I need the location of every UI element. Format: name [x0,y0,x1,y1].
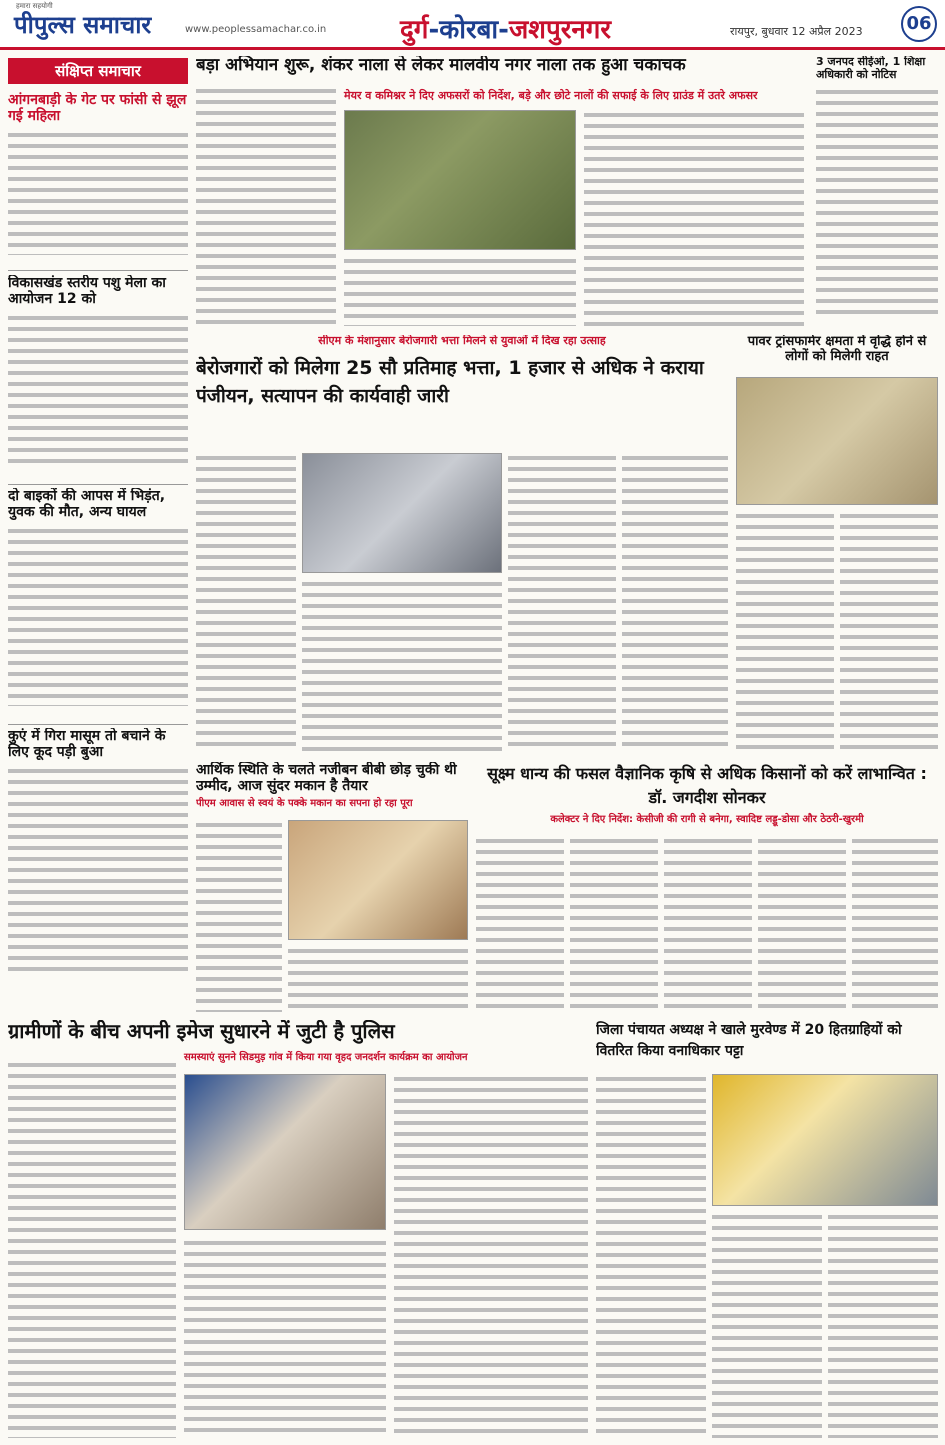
housing-headline[interactable]: आर्थिक स्थिति के चलते नजीबन बीबी छोड़ चुकी थी उम्मीद, आज सुंदर मकान है तैयार [196,762,457,795]
article-body [302,579,502,753]
article-body [828,1212,938,1438]
article-body [840,511,938,753]
divider [8,270,188,271]
article-body [394,1074,588,1438]
article-body [8,130,188,255]
logo-tagline: हमारा सहयोगी [16,2,53,10]
article-body [712,1212,822,1438]
brief-headline[interactable]: कुएं में गिरा मासूम तो बचाने के लिए कूद पड़ी बुआ [8,728,166,761]
unemployment-headline[interactable]: बेरोजगारों को मिलेगा 25 सौ प्रतिमाह भत्ता, 1 हजार से अधिक ने कराया पंजीयन, सत्यापन की कार्यवाही जारी [196,356,704,408]
notice-story[interactable] [816,56,938,331]
brief-headline[interactable]: दो बाइकों की आपस में भिड़ंत, युवक की मौत, अन्य घायल [8,488,166,521]
article-body [288,946,468,1012]
edition-title: दुर्ग-कोरबा-जशपुरनगर [400,15,612,45]
edition-city-1: दुर्ग [400,15,429,45]
article-body [852,836,938,1012]
article-body [8,766,188,976]
edition-city-3: जशपुरनगर [508,15,612,45]
housing-story[interactable] [196,762,468,1014]
panchayat-story[interactable] [596,1020,938,1440]
article-body [8,526,188,706]
article-body [8,313,188,463]
brief-item-2[interactable] [8,275,188,480]
article-body [570,836,658,1012]
article-body [344,256,576,326]
article-body [736,511,834,753]
drain-headline[interactable]: बड़ा अभियान शुरू, शंकर नाला से लेकर मालवीय नगर नाला तक हुआ चकाचक [196,56,686,75]
notice-headline[interactable]: 3 जनपद सीईओ, 1 शिक्षा अधिकारी को नोटिस [816,56,926,81]
edition-city-2: कोरबा [439,15,499,45]
article-body [596,1074,706,1438]
police-story[interactable] [8,1020,588,1440]
page-number: 06 [901,6,937,42]
article-body [758,836,846,1012]
article-body [196,86,336,326]
newspaper-logo[interactable]: पीपुल्स समाचार [14,10,152,39]
drain-subhead: मेयर व कमिश्नर ने दिए अफसरों को निर्देश, बड़े और छोटे नालों की सफाई के लिए ग्राउंड में उतरे अफसर [344,89,758,102]
transformer-photo [736,377,938,505]
brief-headline[interactable]: आंगनबाड़ी के गेट पर फांसी से झूल गई महिला [8,92,187,125]
drain-story[interactable] [196,56,808,331]
article-body [196,453,296,753]
article-body [664,836,752,1012]
house-photo [288,820,468,940]
article-body [508,453,616,753]
unemployment-kicker: सीएम के मंशानुसार बेरोजगारी भत्ता मिलने से युवाओं में दिख रहा उत्साह [318,335,606,347]
divider [8,724,188,725]
masthead [0,0,945,50]
police-subhead: समस्याएं सुनने सिडमुड़ गांव में किया गया वृहद जनदर्शन कार्यक्रम का आयोजन [184,1052,468,1063]
article-body [184,1238,386,1438]
brief-item-4[interactable] [8,728,188,988]
divider [8,484,188,485]
registration-office-photo [302,453,502,573]
transformer-story[interactable] [736,335,938,755]
millet-subhead: कलेक्टर ने दिए निर्देश: केसीजी की रागी से बनेगा, स्वादिष्ट लड्डू-डोसा और ठेठरी-खुरमी [550,814,864,825]
article-body [622,453,728,753]
brief-headline[interactable]: विकासखंड स्तरीय पशु मेला का आयोजन 12 को [8,275,166,308]
brief-item-3[interactable] [8,488,188,720]
issue-date: रायपुर, बुधवार 12 अप्रैल 2023 [730,25,863,38]
millet-story[interactable] [476,762,938,1014]
article-body [476,836,564,1012]
police-headline[interactable]: ग्रामीणों के बीच अपनी इमेज सुधारने में जुटी है पुलिस [8,1020,395,1043]
drain-photo [344,110,576,250]
transformer-headline[interactable]: पावर ट्रांसफार्मर क्षमता में वृद्धि होने से लोगों को मिलेगी राहत [747,335,927,364]
patta-distribution-photo [712,1074,938,1206]
unemployment-story[interactable] [196,335,728,755]
brief-item-1[interactable] [8,92,188,267]
millet-headline[interactable]: सूक्ष्म धान्य की फसल वैज्ञानिक कृषि से अधिक किसानों को करें लाभान्वित : डॉ. जगदीश सोनकर [487,764,927,807]
panchayat-headline[interactable]: जिला पंचायत अध्यक्ष ने खाले मुरवेण्ड में 20 हितग्राहियों को वितरित किया वनाधिकार पट्टा [596,1022,902,1059]
article-body [584,110,804,326]
brief-section-label: संक्षिप्त समाचार [8,58,188,84]
article-body [816,87,938,317]
article-body [196,820,282,1012]
jandarshan-photo [184,1074,386,1230]
website-url[interactable]: www.peoplessamachar.co.in [185,24,327,35]
article-body [8,1060,176,1438]
housing-subhead: पीएम आवास से स्वयं के पक्के मकान का सपना हो रहा पूरा [196,798,413,810]
